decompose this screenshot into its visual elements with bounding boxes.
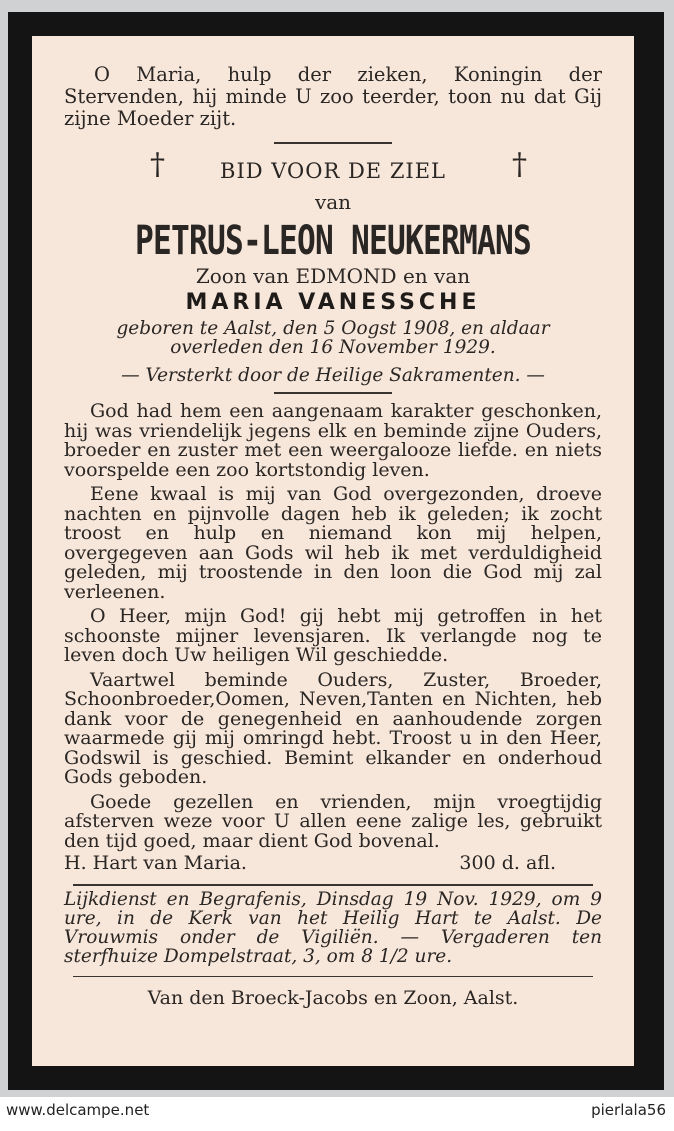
- divider: [73, 884, 593, 886]
- bid-text: BID VOOR DE ZIEL: [220, 159, 446, 183]
- printer-credit: Van den Broeck-Jacobs en Zoon, Aalst.: [147, 987, 519, 1009]
- watermark-bar: [0, 1097, 674, 1131]
- memorial-text: [64, 402, 602, 851]
- mother-name: MARIA VANESSCHE: [185, 290, 481, 315]
- paragraph: O Heer, mijn God! gij hebt mij getroffen in het schoonste mijner levensjaren. Ik verlangde nog te leven doch Uw heiligen Wil geschiedde.: [64, 605, 602, 666]
- birth-line: geboren te Aalst, den 5 Oogst 1908, en aldaar: [116, 318, 550, 339]
- funeral-text: Lijkdienst en Begrafenis, Dinsdag 19 Nov. 1929, om 9 ure, in de Kerk van het Heilig Hart te Aalst. De Vrouwmis onder de Vigiliën. — Vergaderen ten sterfhuize Dompelstraat, 3, om 8 1/2 ure.: [64, 888, 602, 967]
- memorial-card: [8, 12, 664, 1090]
- sacraments-line: — Versterkt door de Heilige Sakramenten. —: [121, 365, 545, 386]
- invocation: H. Hart van Maria.: [64, 852, 247, 874]
- birth-death-dates: [64, 319, 602, 357]
- cross-icon: †: [512, 147, 528, 182]
- divider: [73, 976, 593, 978]
- bid-heading: [64, 147, 602, 184]
- divider: [274, 392, 392, 394]
- card-paper: [32, 36, 634, 1066]
- opening-prayer: O Maria, hulp der zieken, Koningin der Stervenden, hij minde U zoo teerder, toon nu dat Gij zijne Moeder zijt.: [64, 63, 602, 130]
- death-line: overleden den 16 November 1929.: [170, 337, 496, 358]
- parentage-text: Zoon van EDMOND en van: [195, 264, 471, 288]
- watermark-site: www.delcampe.net: [6, 1101, 150, 1119]
- closing-line: [64, 852, 602, 874]
- divider: [274, 142, 392, 144]
- watermark-user: pierlala56: [591, 1101, 666, 1119]
- van-text: van: [314, 190, 352, 214]
- paragraph: Vaartwel beminde Ouders, Zuster, Broeder, Schoonbroeder,Oomen, Neven,Tanten en Nichten, heb dank voor de genegenheid en aanhoudende zorgen waarmede gij mij omringd hebt. Troost u in den Heer, Godswil is geschied. Bemint elkander en onderhoud Gods geboden.: [64, 668, 602, 788]
- funeral-notice: [64, 890, 602, 966]
- deceased-name: PETRUS-LEON NEUKERMANS: [134, 218, 532, 264]
- paragraph: Eene kwaal is mij van God overgezonden, droeve nachten en pijnvolle dagen heb ik geleden; ik zocht troost en hulp en niemand kon mij helpen, overgegeven aan Gods wil heb ik met verduldigheid geleden, mij troostende in den loon die God mij zal verleenen.: [64, 483, 602, 603]
- indulgence: 300 d. afl.: [459, 852, 556, 874]
- cross-icon: †: [150, 147, 166, 182]
- paragraph: Goede gezellen en vrienden, mijn vroegtijdig afsterven weze voor U allen eene zalige les, gebruikt den tijd goed, maar dient God bovenal.: [64, 790, 602, 852]
- paragraph: God had hem een aangenaam karakter geschonken, hij was vriendelijk jegens elk en beminde zijne Ouders, broeder en zuster met een weergalooze liefde. en niets voorspelde een zoo kortstondig leven.: [64, 400, 602, 481]
